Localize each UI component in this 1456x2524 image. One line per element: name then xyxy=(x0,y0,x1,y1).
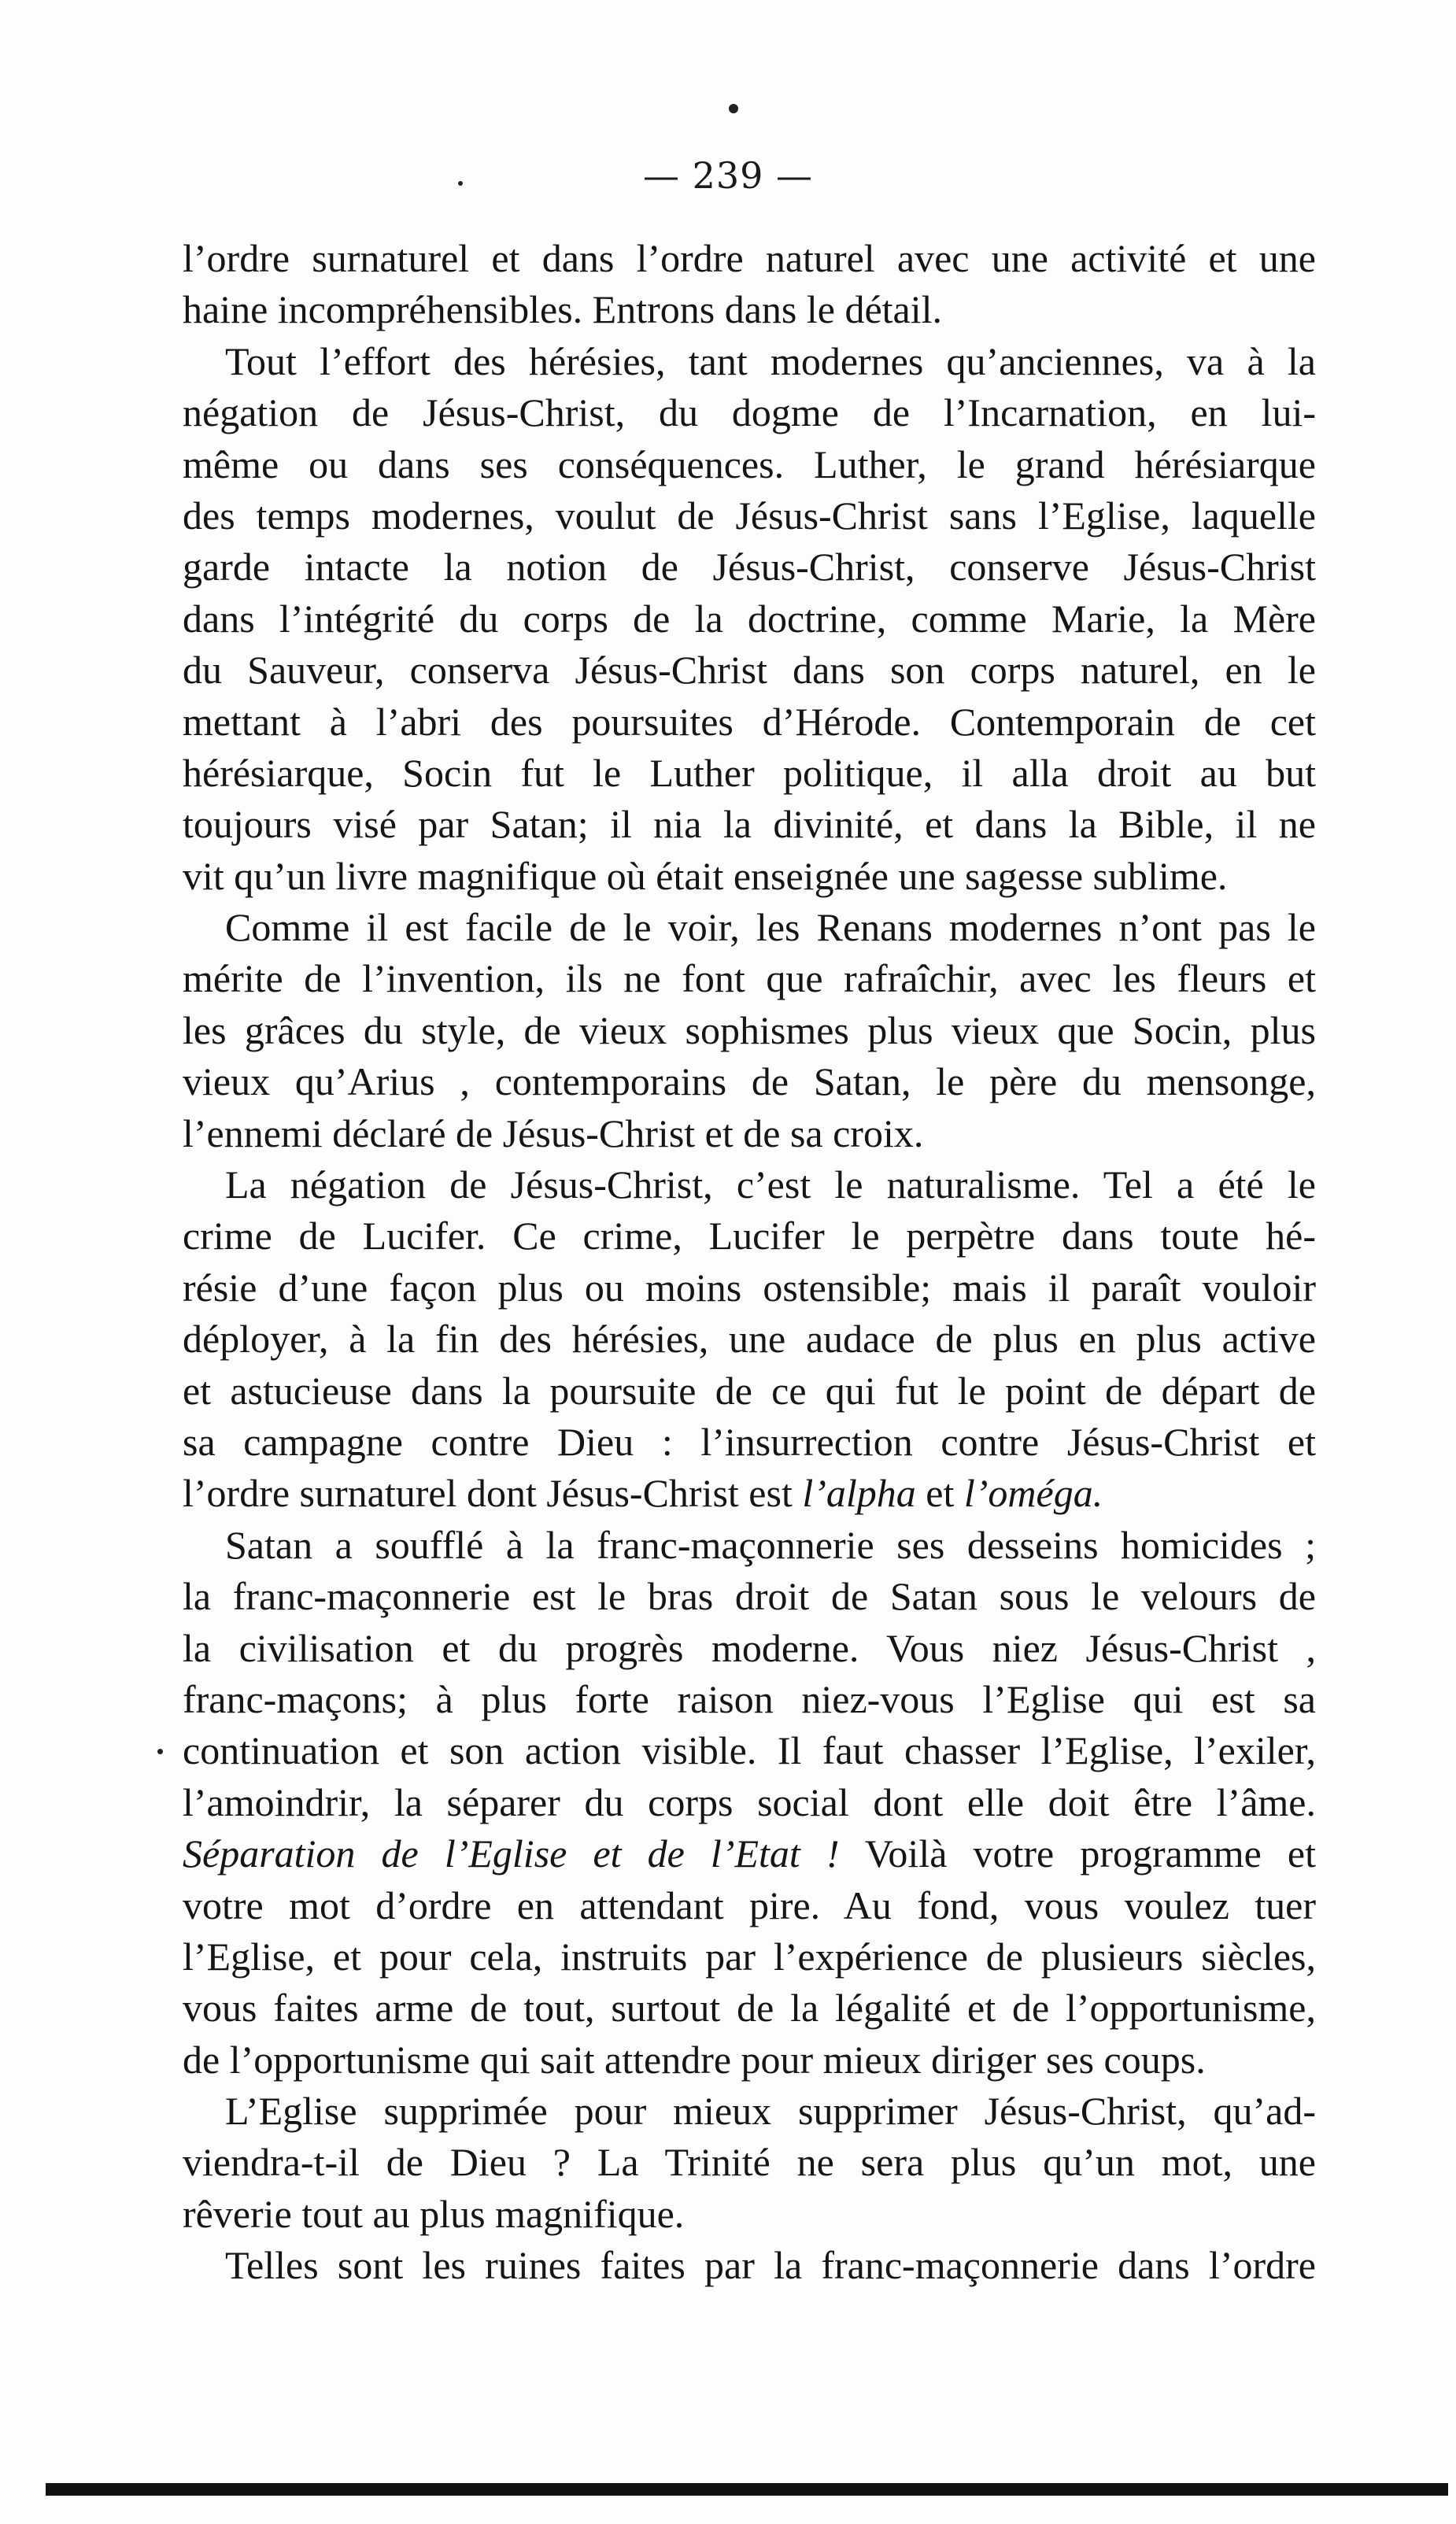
text-line: l’ordre surnaturel et dans l’ordre naturel avec une activité et une xyxy=(183,236,1316,280)
text-line: du Sauveur, conserva Jésus-Christ dans son corps naturel, en le xyxy=(183,648,1316,693)
text-line: votre mot d’ordre en attendant pire. Au fond, vous voulez tuer xyxy=(183,1883,1316,1927)
line-text: Voilà votre programme et xyxy=(839,1831,1316,1876)
text-line: la civilisation et du progrès moderne. Vous niez Jésus-Christ , xyxy=(183,1625,1316,1670)
text-line: négation de Jésus-Christ, du dogme de l’Incarnation, en lui- xyxy=(183,390,1316,435)
text-line: les grâces du style, de vieux sophismes plus vieux que Socin, plus xyxy=(183,1007,1316,1052)
text-line: et astucieuse dans la poursuite de ce qui fut le point de départ de xyxy=(183,1368,1316,1413)
text-line: même ou dans ses conséquences. Luther, le grand hérésiarque xyxy=(183,442,1316,486)
text-line: l’Eglise, et pour cela, instruits par l’expérience de plusieurs siècles, xyxy=(183,1934,1316,1979)
text-line: mérite de l’invention, ils ne font que rafraîchir, avec les fleurs et xyxy=(183,956,1316,1001)
text-line: toujours visé par Satan; il nia la divinité, et dans la Bible, il ne xyxy=(183,802,1316,847)
italic-alpha: l’alpha xyxy=(802,1471,916,1516)
line-text: l’ordre surnaturel dont Jésus-Christ est xyxy=(183,1471,803,1516)
text-line: vit qu’un livre magnifique où était enseignée une sagesse sublime. xyxy=(183,853,1228,898)
paragraph-start-line: Tout l’effort des hérésies, tant modernes qu’anciennes, va à la xyxy=(225,338,1316,383)
text-line: résie d’une façon plus ou moins ostensible; mais il paraît vouloir xyxy=(183,1265,1316,1310)
text-line: mettant à l’abri des poursuites d’Hérode. Contemporain de cet xyxy=(183,699,1316,744)
text-line-with-italics xyxy=(183,1468,1316,1519)
text-line: la franc-maçonnerie est le bras droit de Satan sous le velours de xyxy=(183,1574,1316,1619)
paragraph-start-line: Comme il est facile de le voir, les Renans modernes n’ont pas le xyxy=(225,905,1316,950)
text-line: haine incompréhensibles. Entrons dans le détail. xyxy=(183,287,943,332)
page-number: — 239 — xyxy=(642,154,814,197)
text-line: vous faites arme de tout, surtout de la légalité et de l’opportunisme, xyxy=(183,1986,1316,2031)
italic-omega: l’oméga. xyxy=(963,1471,1103,1516)
text-line: hérésiarque, Socin fut le Luther politique, il alla droit au but xyxy=(183,750,1316,795)
text-line: déployer, à la fin des hérésies, une audace de plus en plus active xyxy=(183,1317,1316,1362)
text-line-with-italics xyxy=(183,1828,1316,1879)
text-line: de l’opportunisme qui sait attendre pour mieux diriger ses coups. xyxy=(183,2037,1206,2082)
text-line: dans l’intégrité du corps de la doctrine, comme Marie, la Mère xyxy=(183,596,1316,641)
print-speck xyxy=(157,1749,163,1754)
print-speck xyxy=(729,104,738,113)
text-line: vieux qu’Arius , contemporains de Satan, le père du mensonge, xyxy=(183,1059,1316,1104)
text-line: crime de Lucifer. Ce crime, Lucifer le perpètre dans toute hé- xyxy=(183,1214,1316,1258)
text-line: garde intacte la notion de Jésus-Christ, conserve Jésus-Christ xyxy=(183,545,1316,589)
text-line: l’amoindrir, la séparer du corps social dont elle doit être l’âme. xyxy=(183,1779,1316,1824)
text-line: franc-maçons; à plus forte raison niez-vous l’Eglise qui est sa xyxy=(183,1676,1316,1721)
paragraph-start-line: La négation de Jésus-Christ, c’est le naturalisme. Tel a été le xyxy=(225,1162,1316,1207)
text-line: viendra-t-il de Dieu ? La Trinité ne sera plus qu’un mot, une xyxy=(183,2140,1316,2185)
text-line: sa campagne contre Dieu : l’insurrection contre Jésus-Christ et xyxy=(183,1419,1316,1464)
text-line: continuation et son action visible. Il faut chasser l’Eglise, l’exiler, xyxy=(183,1728,1316,1773)
italic-separation: Séparation de l’Eglise et de l’Etat ! xyxy=(183,1831,840,1876)
paragraph-start-line: Satan a soufflé à la franc-maçonnerie ses desseins homicides ; xyxy=(225,1522,1316,1567)
line-text: et xyxy=(915,1471,964,1516)
print-speck xyxy=(458,181,463,186)
text-line: rêverie tout au plus magnifique. xyxy=(183,2191,685,2236)
paragraph-start-line: L’Eglise supprimée pour mieux supprimer Jésus-Christ, qu’ad- xyxy=(225,2089,1316,2134)
bottom-rule xyxy=(46,2483,1448,2496)
body-text xyxy=(183,233,1316,2292)
text-line: l’ennemi déclaré de Jésus-Christ et de sa croix. xyxy=(183,1110,924,1155)
text-line: des temps modernes, voulut de Jésus-Christ sans l’Eglise, laquelle xyxy=(183,493,1316,538)
paragraph-start-line: Telles sont les ruines faites par la franc-maçonnerie dans l’ordre xyxy=(225,2243,1316,2288)
